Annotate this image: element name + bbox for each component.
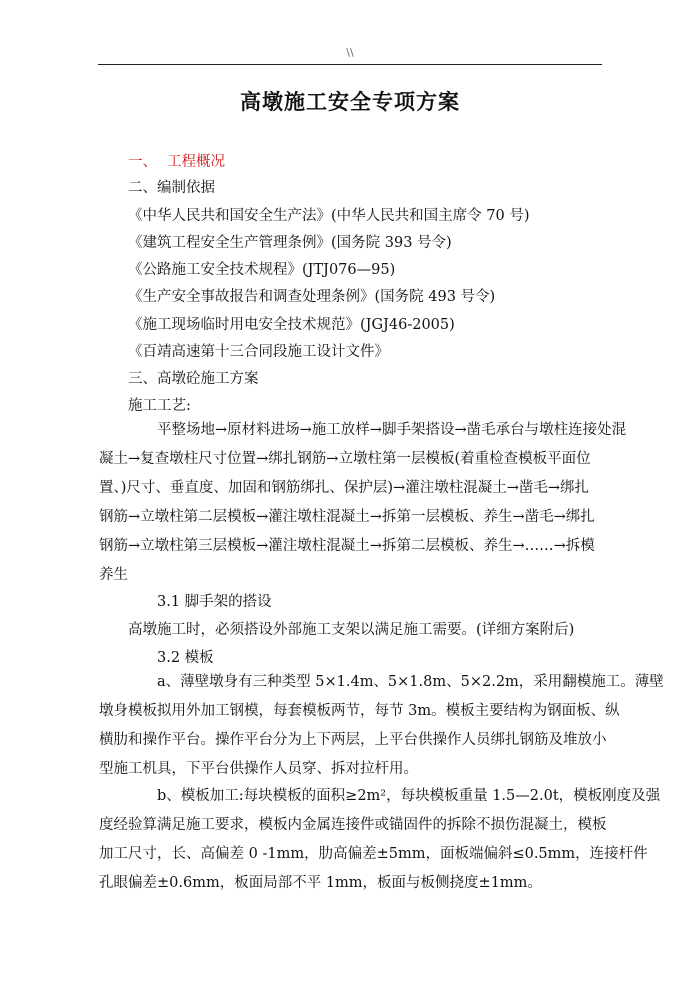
- header-mark: \\: [346, 46, 354, 59]
- reference-item: 《中华人民共和国安全生产法》(中华人民共和国主席令 70 号): [128, 208, 530, 224]
- paragraph-line: 孔眼偏差±0.6mm，板面局部不平 1mm，板面与板侧挠度±1mm。: [99, 875, 542, 891]
- section-1-heading: 工程概况: [167, 154, 225, 170]
- subsection-3-1-heading: 3.1 脚手架的搭设: [157, 594, 272, 610]
- paragraph-line: 钢筋→立墩柱第二层模板→灌注墩柱混凝土→拆第一层模板、养生→凿毛→绑扎: [99, 509, 595, 525]
- paragraph-line: 加工尺寸，长、高偏差 0 -1mm，肋高偏差±5mm，面板端偏斜≤0.5mm，连接杆件: [99, 846, 648, 862]
- paragraph-line: 墩身模板拟用外加工钢模，每套模板两节，每节 3m。模板主要结构为钢面板、纵: [99, 703, 620, 719]
- reference-item: 《百靖高速第十三合同段施工设计文件》: [128, 344, 389, 360]
- paragraph-line: a、薄壁墩身有三种类型 5×1.4m、5×1.8m、5×2.2m，采用翻模施工。薄壁: [157, 674, 664, 690]
- subsection-3-1-text: 高墩施工时，必须搭设外部施工支架以满足施工需要。(详细方案附后): [128, 622, 575, 638]
- process-label: 施工工艺:: [128, 398, 191, 414]
- process-paragraph: [99, 416, 627, 590]
- paragraph-line: b、模板加工:每块模板的面积≥2m²，每块模板重量 1.5—2.0t，模板刚度及强: [157, 788, 661, 804]
- page-title: 高墩施工安全专项方案: [240, 90, 460, 114]
- reference-item: 《公路施工安全技术规程》(JTJ076—95): [128, 262, 396, 278]
- paragraph-line: 型施工机具，下平台供操作人员穿、拆对拉杆用。: [99, 761, 418, 777]
- subsection-3-2-heading: 3.2 模板: [157, 650, 214, 666]
- template-paragraph-a: [99, 668, 664, 784]
- paragraph-line: 置、)尺寸、垂直度、加固和钢筋绑扎、保护层)→灌注墩柱混凝土→凿毛→绑扎: [99, 480, 590, 496]
- section-3-heading: 三、高墩砼施工方案: [128, 371, 259, 387]
- paragraph-line: 钢筋→立墩柱第三层模板→灌注墩柱混凝土→拆第二层模板、养生→……→拆模: [99, 538, 595, 554]
- reference-item: 《生产安全事故报告和调查处理条例》(国务院 493 号令): [128, 289, 496, 305]
- section-2-heading: 二、编制依据: [128, 180, 215, 196]
- paragraph-line: 度经验算满足施工要求，模板内金属连接件或锚固件的拆除不损伤混凝土，模板: [99, 817, 607, 833]
- paragraph-line: 凝土→复查墩柱尺寸位置→绑扎钢筋→立墩柱第一层模板(着重检查模板平面位: [99, 451, 591, 467]
- template-paragraph-b: [99, 782, 661, 898]
- paragraph-line: 平整场地→原材料进场→施工放样→脚手架搭设→凿毛承台与墩柱连接处混: [157, 422, 627, 438]
- section-1-number: 一、: [128, 154, 157, 170]
- header-rule: [98, 64, 602, 65]
- reference-item: 《建筑工程安全生产管理条例》(国务院 393 号令): [128, 235, 452, 251]
- paragraph-line: 横肋和操作平台。操作平台分为上下两层，上平台供操作人员绑扎钢筋及堆放小: [99, 732, 607, 748]
- paragraph-line: 养生: [99, 567, 128, 583]
- reference-item: 《施工现场临时用电安全技术规范》(JGJ46-2005): [128, 317, 455, 333]
